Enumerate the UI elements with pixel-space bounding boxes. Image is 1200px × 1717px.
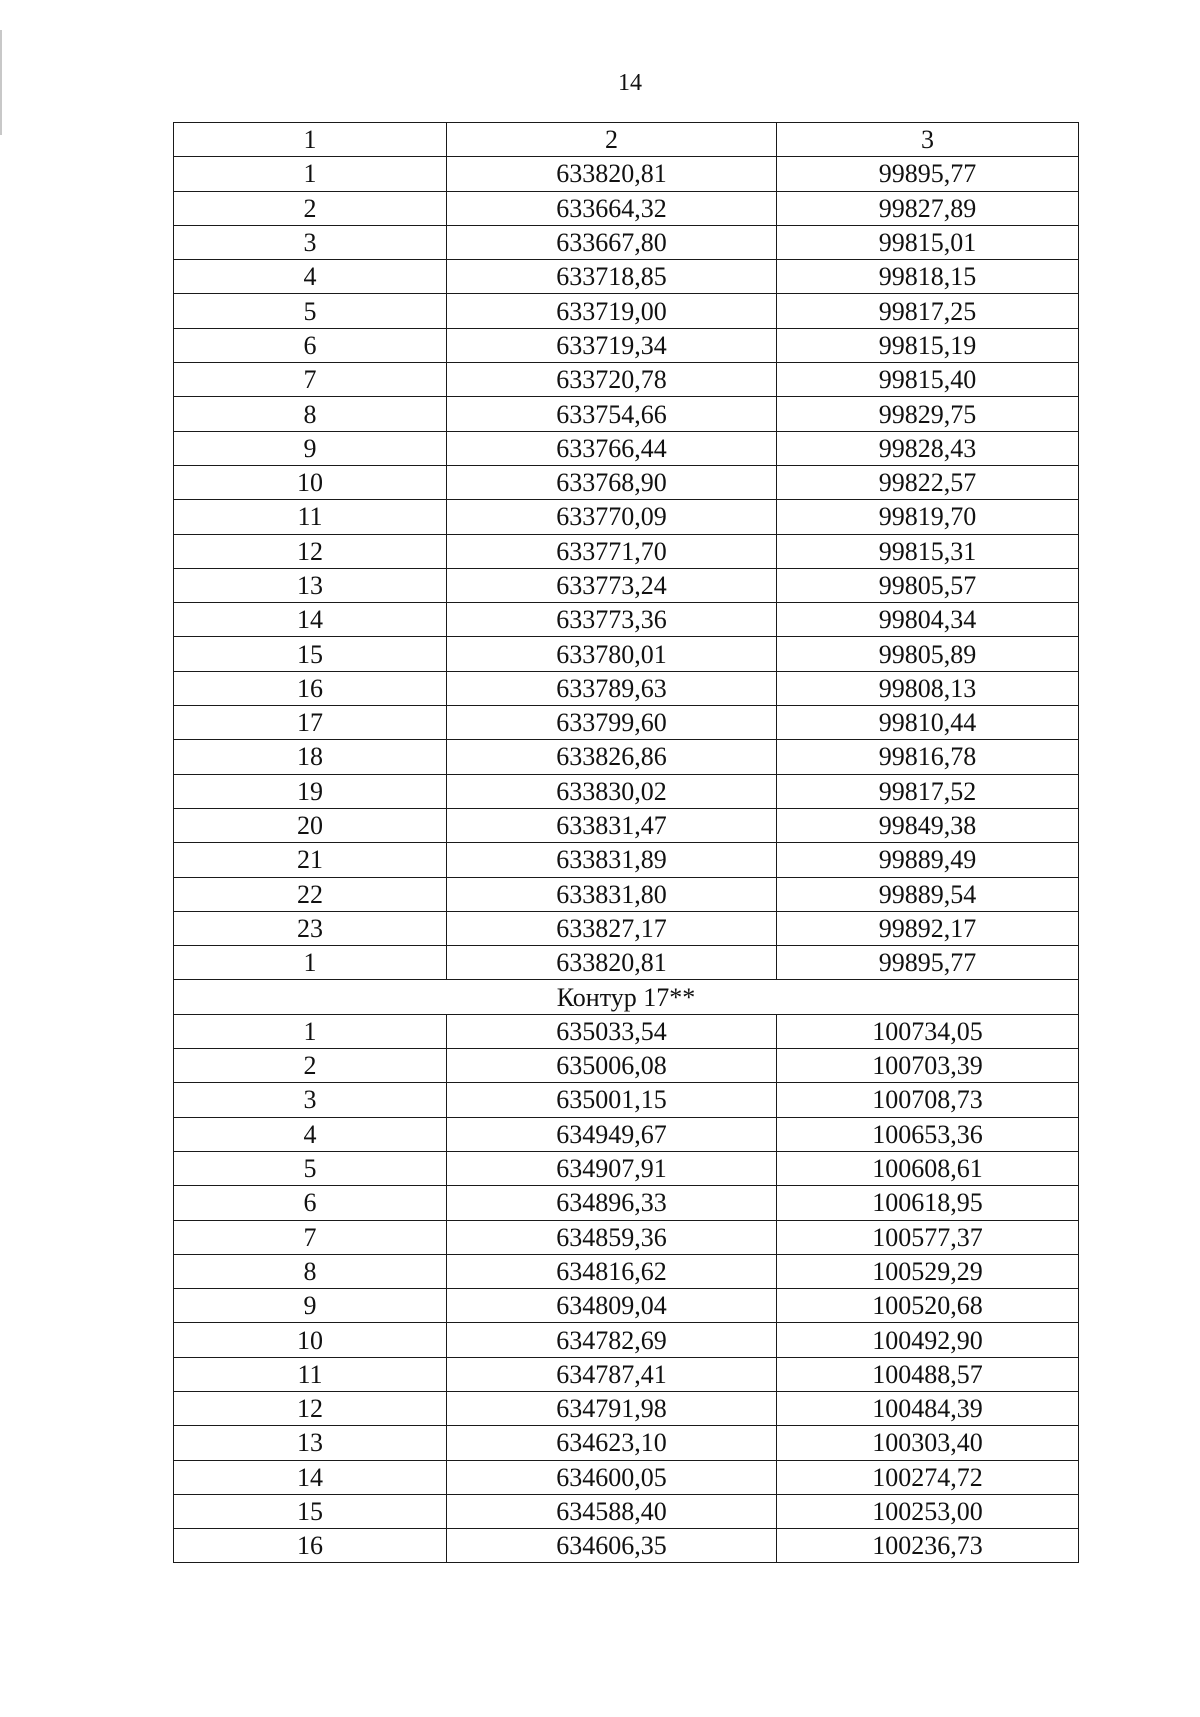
point-number-cell: 14 (174, 1460, 447, 1494)
coordinates-table-body (174, 123, 1079, 1563)
y-coordinate-cell: 100529,29 (777, 1254, 1079, 1288)
point-number-cell: 12 (174, 1391, 447, 1425)
x-coordinate-cell: 634787,41 (447, 1357, 777, 1391)
x-coordinate-cell: 634623,10 (447, 1426, 777, 1460)
y-coordinate-cell: 99827,89 (777, 191, 1079, 225)
x-coordinate-cell: 633766,44 (447, 431, 777, 465)
y-coordinate-cell: 100488,57 (777, 1357, 1079, 1391)
column-header-point: 1 (174, 123, 447, 157)
point-number-cell: 12 (174, 534, 447, 568)
section-title: Контур 17** (174, 980, 1079, 1014)
y-coordinate-cell: 100303,40 (777, 1426, 1079, 1460)
point-number-cell: 21 (174, 843, 447, 877)
x-coordinate-cell: 633771,70 (447, 534, 777, 568)
table-header-row (174, 123, 1079, 157)
table-row (174, 1014, 1079, 1048)
y-coordinate-cell: 100274,72 (777, 1460, 1079, 1494)
point-number-cell: 1 (174, 946, 447, 980)
x-coordinate-cell: 633799,60 (447, 706, 777, 740)
x-coordinate-cell: 633768,90 (447, 465, 777, 499)
point-number-cell: 9 (174, 1289, 447, 1323)
table-row (174, 568, 1079, 602)
point-number-cell: 19 (174, 774, 447, 808)
table-row (174, 1083, 1079, 1117)
x-coordinate-cell: 633773,36 (447, 603, 777, 637)
x-coordinate-cell: 633773,24 (447, 568, 777, 602)
y-coordinate-cell: 99805,89 (777, 637, 1079, 671)
table-row (174, 534, 1079, 568)
page-number: 14 (618, 70, 642, 96)
table-row (174, 1289, 1079, 1323)
table-row (174, 328, 1079, 362)
table-row (174, 877, 1079, 911)
table-row (174, 397, 1079, 431)
table-row (174, 946, 1079, 980)
table-row (174, 1323, 1079, 1357)
table-row (174, 1391, 1079, 1425)
point-number-cell: 14 (174, 603, 447, 637)
table-row (174, 465, 1079, 499)
x-coordinate-cell: 633667,80 (447, 225, 777, 259)
x-coordinate-cell: 635033,54 (447, 1014, 777, 1048)
point-number-cell: 5 (174, 1151, 447, 1185)
point-number-cell: 7 (174, 1220, 447, 1254)
table-row (174, 706, 1079, 740)
x-coordinate-cell: 633831,47 (447, 808, 777, 842)
x-coordinate-cell: 634600,05 (447, 1460, 777, 1494)
x-coordinate-cell: 633789,63 (447, 671, 777, 705)
table-row (174, 1494, 1079, 1528)
y-coordinate-cell: 100484,39 (777, 1391, 1079, 1425)
table-row (174, 260, 1079, 294)
x-coordinate-cell: 634949,67 (447, 1117, 777, 1151)
point-number-cell: 4 (174, 260, 447, 294)
x-coordinate-cell: 633827,17 (447, 911, 777, 945)
table-row (174, 603, 1079, 637)
table-row (174, 740, 1079, 774)
x-coordinate-cell: 633820,81 (447, 157, 777, 191)
x-coordinate-cell: 634816,62 (447, 1254, 777, 1288)
table-row (174, 1220, 1079, 1254)
point-number-cell: 3 (174, 1083, 447, 1117)
y-coordinate-cell: 99815,31 (777, 534, 1079, 568)
y-coordinate-cell: 100703,39 (777, 1049, 1079, 1083)
table-row (174, 1117, 1079, 1151)
table-row (174, 843, 1079, 877)
table-row (174, 774, 1079, 808)
section-title-row (174, 980, 1079, 1014)
point-number-cell: 10 (174, 1323, 447, 1357)
table-row (174, 431, 1079, 465)
x-coordinate-cell: 633770,09 (447, 500, 777, 534)
point-number-cell: 15 (174, 637, 447, 671)
y-coordinate-cell: 99849,38 (777, 808, 1079, 842)
x-coordinate-cell: 633719,00 (447, 294, 777, 328)
x-coordinate-cell: 635001,15 (447, 1083, 777, 1117)
coordinates-table (173, 122, 1079, 1563)
y-coordinate-cell: 99805,57 (777, 568, 1079, 602)
table-row (174, 191, 1079, 225)
y-coordinate-cell: 99889,54 (777, 877, 1079, 911)
x-coordinate-cell: 633826,86 (447, 740, 777, 774)
point-number-cell: 17 (174, 706, 447, 740)
column-header-x: 2 (447, 123, 777, 157)
point-number-cell: 2 (174, 1049, 447, 1083)
table-row (174, 1529, 1079, 1563)
point-number-cell: 13 (174, 568, 447, 602)
table-row (174, 157, 1079, 191)
y-coordinate-cell: 100520,68 (777, 1289, 1079, 1323)
y-coordinate-cell: 99829,75 (777, 397, 1079, 431)
table-row (174, 294, 1079, 328)
x-coordinate-cell: 634606,35 (447, 1529, 777, 1563)
table-row (174, 1186, 1079, 1220)
y-coordinate-cell: 100492,90 (777, 1323, 1079, 1357)
x-coordinate-cell: 633719,34 (447, 328, 777, 362)
point-number-cell: 1 (174, 1014, 447, 1048)
y-coordinate-cell: 100618,95 (777, 1186, 1079, 1220)
y-coordinate-cell: 100253,00 (777, 1494, 1079, 1528)
y-coordinate-cell: 100608,61 (777, 1151, 1079, 1185)
y-coordinate-cell: 99815,40 (777, 363, 1079, 397)
table-row (174, 1151, 1079, 1185)
y-coordinate-cell: 100577,37 (777, 1220, 1079, 1254)
table-row (174, 808, 1079, 842)
x-coordinate-cell: 633664,32 (447, 191, 777, 225)
y-coordinate-cell: 100708,73 (777, 1083, 1079, 1117)
y-coordinate-cell: 99828,43 (777, 431, 1079, 465)
point-number-cell: 6 (174, 1186, 447, 1220)
point-number-cell: 4 (174, 1117, 447, 1151)
point-number-cell: 23 (174, 911, 447, 945)
y-coordinate-cell: 99895,77 (777, 946, 1079, 980)
point-number-cell: 16 (174, 671, 447, 705)
y-coordinate-cell: 99817,52 (777, 774, 1079, 808)
point-number-cell: 10 (174, 465, 447, 499)
table-row (174, 637, 1079, 671)
y-coordinate-cell: 99895,77 (777, 157, 1079, 191)
y-coordinate-cell: 99818,15 (777, 260, 1079, 294)
table-row (174, 1460, 1079, 1494)
point-number-cell: 8 (174, 1254, 447, 1288)
x-coordinate-cell: 633718,85 (447, 260, 777, 294)
x-coordinate-cell: 634907,91 (447, 1151, 777, 1185)
table-row (174, 1426, 1079, 1460)
point-number-cell: 15 (174, 1494, 447, 1528)
point-number-cell: 13 (174, 1426, 447, 1460)
x-coordinate-cell: 633831,89 (447, 843, 777, 877)
x-coordinate-cell: 633830,02 (447, 774, 777, 808)
point-number-cell: 22 (174, 877, 447, 911)
y-coordinate-cell: 99817,25 (777, 294, 1079, 328)
point-number-cell: 6 (174, 328, 447, 362)
point-number-cell: 18 (174, 740, 447, 774)
table-row (174, 911, 1079, 945)
point-number-cell: 5 (174, 294, 447, 328)
table-row (174, 1357, 1079, 1391)
x-coordinate-cell: 633780,01 (447, 637, 777, 671)
x-coordinate-cell: 635006,08 (447, 1049, 777, 1083)
point-number-cell: 16 (174, 1529, 447, 1563)
table-row (174, 225, 1079, 259)
y-coordinate-cell: 100653,36 (777, 1117, 1079, 1151)
x-coordinate-cell: 634859,36 (447, 1220, 777, 1254)
point-number-cell: 2 (174, 191, 447, 225)
point-number-cell: 1 (174, 157, 447, 191)
x-coordinate-cell: 634588,40 (447, 1494, 777, 1528)
y-coordinate-cell: 99889,49 (777, 843, 1079, 877)
y-coordinate-cell: 99816,78 (777, 740, 1079, 774)
y-coordinate-cell: 100236,73 (777, 1529, 1079, 1563)
y-coordinate-cell: 100734,05 (777, 1014, 1079, 1048)
x-coordinate-cell: 634896,33 (447, 1186, 777, 1220)
x-coordinate-cell: 633754,66 (447, 397, 777, 431)
point-number-cell: 11 (174, 500, 447, 534)
y-coordinate-cell: 99822,57 (777, 465, 1079, 499)
y-coordinate-cell: 99804,34 (777, 603, 1079, 637)
point-number-cell: 11 (174, 1357, 447, 1391)
point-number-cell: 9 (174, 431, 447, 465)
y-coordinate-cell: 99810,44 (777, 706, 1079, 740)
x-coordinate-cell: 634791,98 (447, 1391, 777, 1425)
point-number-cell: 20 (174, 808, 447, 842)
point-number-cell: 8 (174, 397, 447, 431)
x-coordinate-cell: 633720,78 (447, 363, 777, 397)
point-number-cell: 3 (174, 225, 447, 259)
table-row (174, 1049, 1079, 1083)
x-coordinate-cell: 633831,80 (447, 877, 777, 911)
y-coordinate-cell: 99815,01 (777, 225, 1079, 259)
y-coordinate-cell: 99892,17 (777, 911, 1079, 945)
column-header-y: 3 (777, 123, 1079, 157)
table-row (174, 1254, 1079, 1288)
table-row (174, 671, 1079, 705)
x-coordinate-cell: 634782,69 (447, 1323, 777, 1357)
y-coordinate-cell: 99815,19 (777, 328, 1079, 362)
y-coordinate-cell: 99808,13 (777, 671, 1079, 705)
y-coordinate-cell: 99819,70 (777, 500, 1079, 534)
table-row (174, 363, 1079, 397)
point-number-cell: 7 (174, 363, 447, 397)
x-coordinate-cell: 633820,81 (447, 946, 777, 980)
x-coordinate-cell: 634809,04 (447, 1289, 777, 1323)
table-row (174, 500, 1079, 534)
